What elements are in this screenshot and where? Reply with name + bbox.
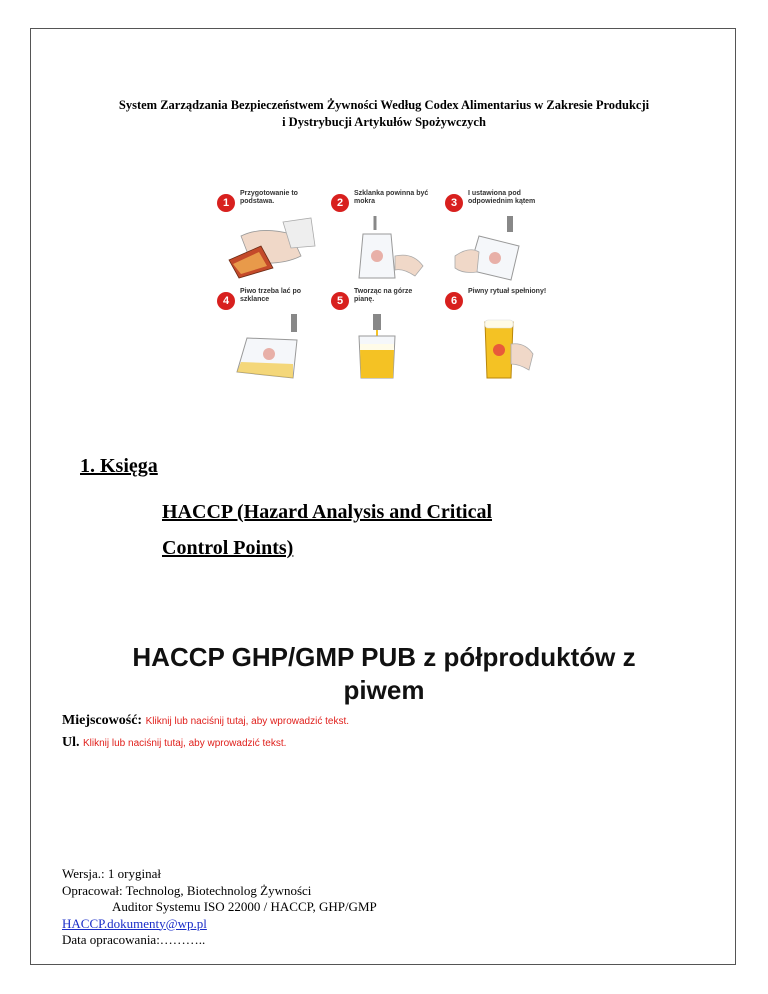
book-title [162, 494, 622, 566]
full-beer-glass-image [449, 314, 549, 380]
step-panel-5 [329, 286, 441, 382]
step-number-3: 3 [445, 194, 463, 212]
foam-forming-image [335, 314, 435, 380]
document-header [40, 97, 728, 131]
step-number-5: 5 [331, 292, 349, 310]
step-caption-6: Piwny rytuał spełniony! [468, 288, 547, 295]
step-panel-6 [443, 286, 555, 382]
date-text: Data opracowania:……….. [62, 932, 206, 947]
step-panel-4 [215, 286, 327, 382]
step-number-1: 1 [217, 194, 235, 212]
auditor-text: Auditor Systemu ISO 22000 / HACCP, GHP/GMP [112, 899, 377, 914]
document-metadata [62, 866, 377, 949]
document-main-title [40, 641, 728, 707]
step-panel-1 [215, 188, 327, 284]
pouring-along-glass-image [221, 314, 321, 380]
wet-glass-image [335, 216, 435, 282]
street-input[interactable]: Kliknij lub naciśnij tutaj, aby wprowadzić tekst. [83, 738, 287, 749]
step-caption-4: Piwo trzeba lać po szklance [240, 288, 302, 303]
tilted-glass-image [449, 216, 549, 282]
main-title-line-1: HACCP GHP/GMP PUB z półproduktów z [132, 642, 636, 672]
locality-input[interactable]: Kliknij lub naciśnij tutaj, aby wprowadzić tekst. [145, 716, 350, 727]
version-text: Wersja.: 1 oryginał [62, 866, 161, 881]
step-panel-3 [443, 188, 555, 284]
street-field [62, 735, 286, 751]
step-caption-5: Tworząc na górze pianę. [354, 288, 413, 303]
book-title-line-1: HACCP (Hazard Analysis and Critical [162, 501, 493, 523]
main-title-line-2: piwem [343, 675, 425, 705]
step-panel-2 [329, 188, 441, 284]
locality-label: Miejscowość: [62, 713, 143, 728]
book-title-line-2: Control Points) [162, 537, 294, 559]
step-caption-1: Przygotowanie to podstawa. [240, 190, 298, 205]
beer-pouring-illustration [215, 188, 555, 384]
step-number-4: 4 [217, 292, 235, 310]
step-number-6: 6 [445, 292, 463, 310]
step-number-2: 2 [331, 194, 349, 212]
street-label: Ul. [62, 735, 80, 750]
header-line-2: i Dystrybucji Artykułów Spożywczych [282, 115, 486, 129]
email-link[interactable]: HACCP.dokumenty@wp.pl [62, 915, 207, 931]
step-caption-2: Szklanka powinna być mokra [354, 190, 429, 205]
locality-field [62, 713, 349, 729]
hand-cleaning-glass-image [221, 216, 321, 282]
header-line-1: System Zarządzania Bezpieczeństwem Żywności Według Codex Alimentarius w Zakresie Produkcji [118, 98, 650, 112]
step-caption-3: I ustawiona pod odpowiednim kątem [468, 190, 536, 205]
book-number: 1. Księga [80, 455, 158, 477]
author-text: Opracował: Technolog, Biotechnolog Żywności [62, 882, 312, 898]
